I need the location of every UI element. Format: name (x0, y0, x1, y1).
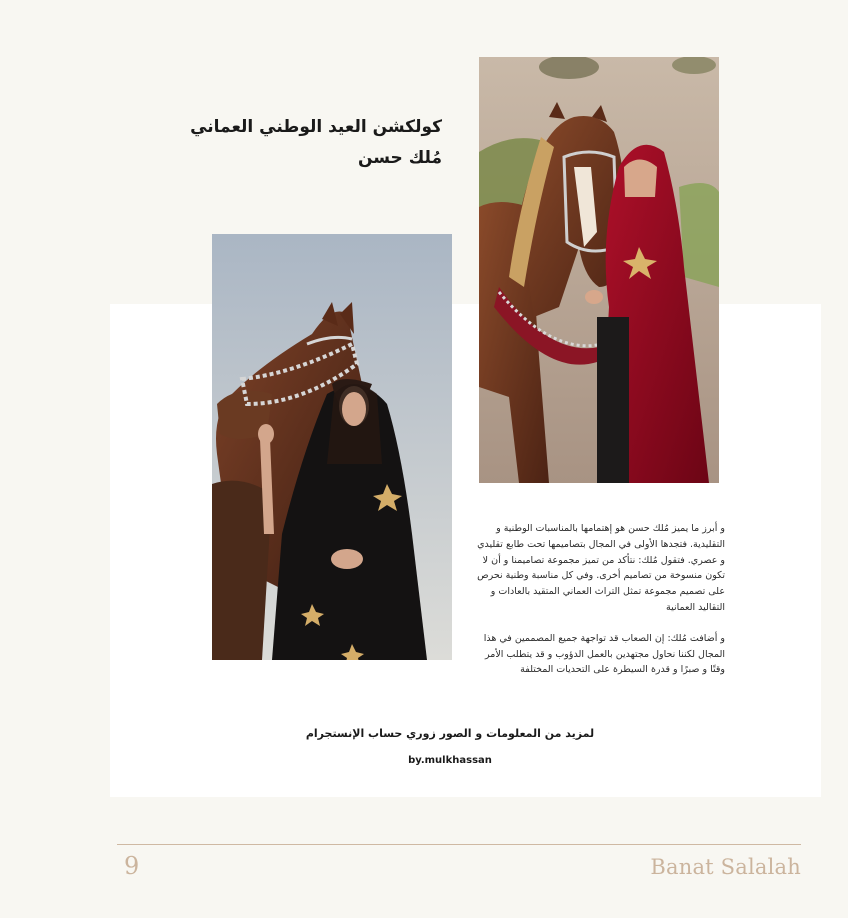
title-line-2: مُلك حسن (357, 148, 442, 168)
magazine-brand: Banat Salalah (650, 855, 801, 879)
article-paragraph-2: و أضافت مُلك: إن الصعاب قد تواجهة جميع المصممين في هذا المجال لكننا نحاول مجتهدين بالعمل الدؤوب و قد يتطلب الأمر وقتًا و صبرًا و قدرة السيطرة على التحديات المختلفة (483, 632, 725, 676)
instagram-handle[interactable]: by.mulkhassan (408, 755, 492, 766)
instagram-cta: لمزيد من المعلومات و الصور زوري حساب الإنستجرام (305, 727, 595, 740)
page-number: 9 (124, 852, 140, 880)
footer-divider (117, 844, 801, 845)
article-paragraph-1: و أبرز ما يميز مُلك حسن هو إهتمامها بالمناسبات الوطنية و التقليدية. فتجدها الأولى في المجال بتصاميمها تحت طابع تقليدي و عصري. فتقول مُلك: نتأكد من تميز مجموعة تصاميمنا و أن لا تكون منسوخة من تصاميم أخرى. وفي كل مناسبة وطنية نحرص على تصميم مجموعة تمثل التراث العماني المتقيد بالعادات و التقاليد العمانية (477, 523, 725, 613)
title-line-1: كولكشن العيد الوطني العماني (190, 117, 442, 137)
article-body (470, 521, 725, 678)
photo-woman-red-dress-with-horse (479, 57, 719, 483)
article-title (170, 112, 442, 174)
photo-woman-black-dress-with-horse (212, 234, 452, 660)
